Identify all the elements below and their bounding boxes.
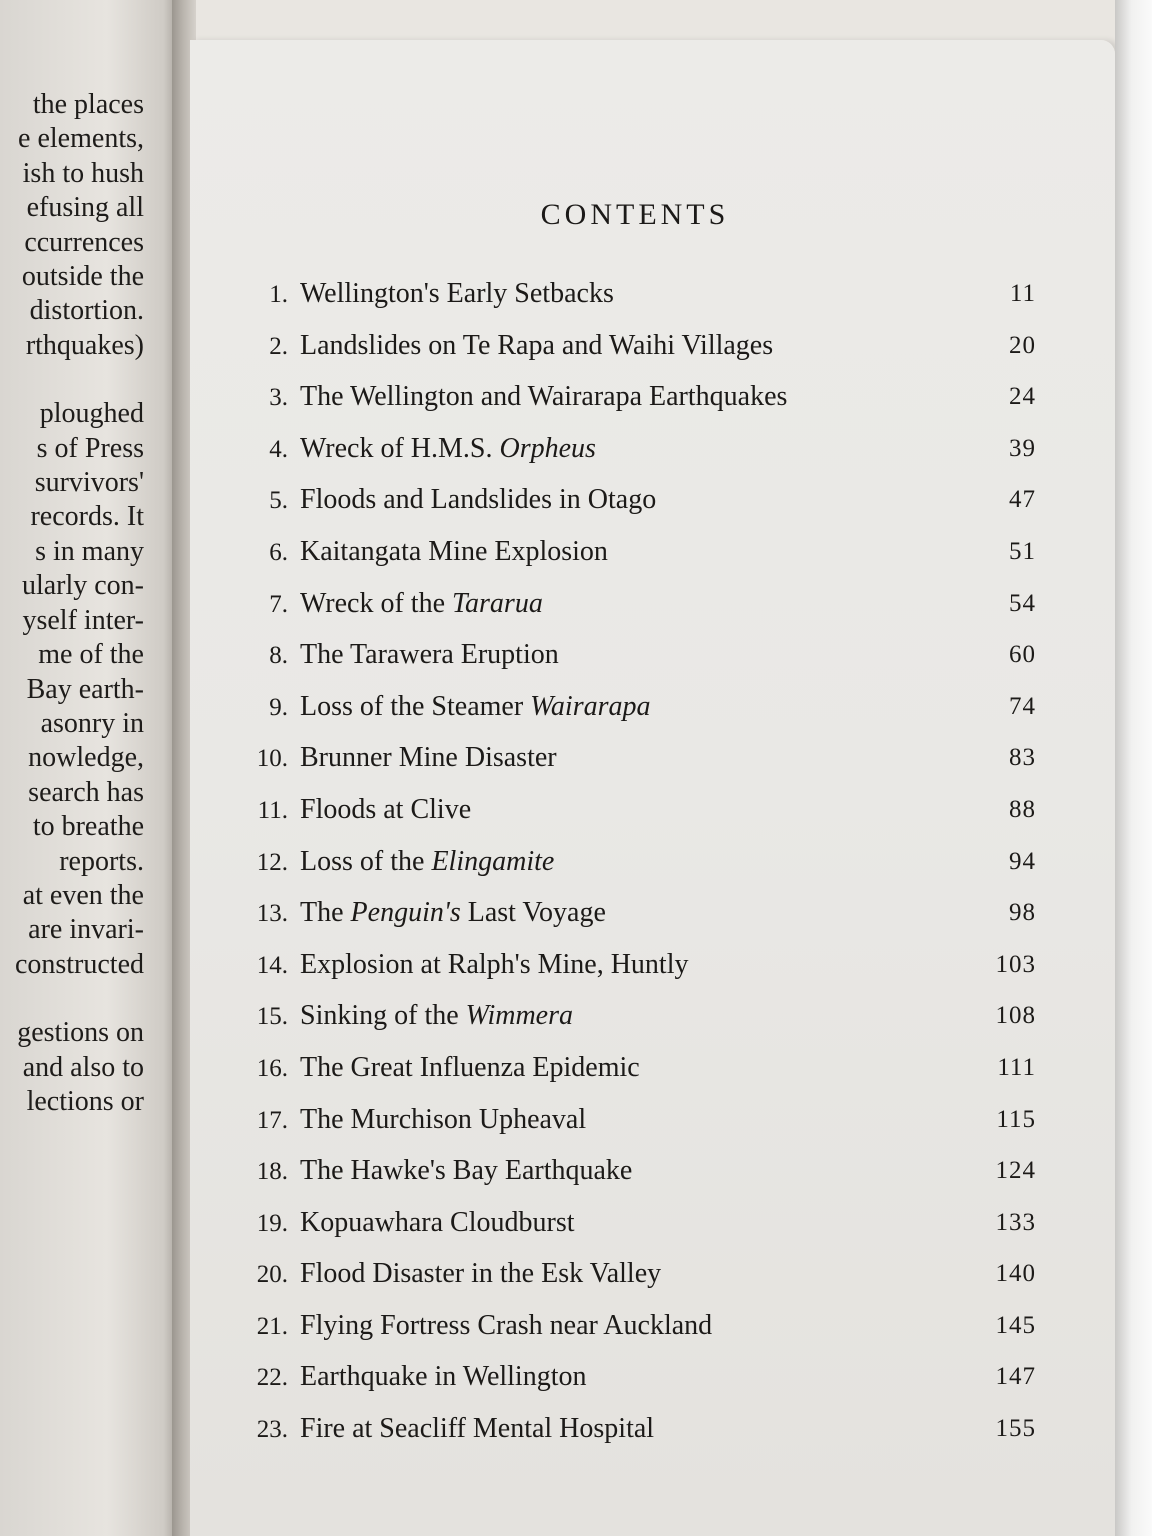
toc-entry-number: 6. <box>269 538 288 566</box>
toc-entry-page: 11 <box>1009 280 1036 307</box>
toc-entry-number: 21. <box>256 1312 288 1340</box>
toc-entry <box>246 784 1036 836</box>
toc-entry-number: 9. <box>269 693 288 721</box>
left-page-line: asonry in <box>40 707 144 739</box>
toc-entry-title <box>300 330 773 361</box>
toc-title-text: The Hawke's Bay Earthquake <box>300 1155 633 1187</box>
left-page-line: search has <box>28 776 144 808</box>
toc-entry-number: 14. <box>256 951 288 979</box>
toc-title-text: Fire at Seacliff Mental Hospital <box>300 1413 655 1445</box>
toc-title-text: Brunner Mine Disaster <box>300 742 557 774</box>
toc-entry-title <box>300 1207 575 1238</box>
toc-entry-page: 103 <box>995 950 1036 978</box>
toc-entry <box>246 681 1036 733</box>
paragraph-gap <box>15 982 144 1016</box>
left-page-line: me of the <box>38 639 144 671</box>
toc-entry-title <box>300 1000 573 1031</box>
toc-entry-number: 4. <box>269 435 288 463</box>
toc-entry-number: 5. <box>269 487 288 515</box>
toc-entry-title <box>300 1258 661 1289</box>
toc-title-italic: Wimmera <box>465 1000 573 1032</box>
toc-entry <box>246 990 1036 1042</box>
toc-title-text: Sinking of the <box>300 1000 466 1032</box>
toc-entry-title <box>300 1310 712 1341</box>
toc-entry-number: 23. <box>256 1416 288 1444</box>
toc-entry <box>246 1403 1036 1455</box>
toc-title-text: The Tarawera Eruption <box>300 639 559 671</box>
toc-entry-title <box>300 639 559 670</box>
left-page-line: s in many <box>35 535 144 567</box>
toc-title-text: Loss of the Steamer <box>300 690 531 722</box>
toc-title-text: Last Voyage <box>460 897 606 929</box>
toc-entry-page: 108 <box>995 1002 1036 1030</box>
left-page-line: the places <box>32 89 144 120</box>
toc-title-text: Kaitangata Mine Explosion <box>300 535 608 567</box>
toc-title-text: The Great Influenza Epidemic <box>300 1051 640 1083</box>
left-page-line: s of Press <box>36 432 144 464</box>
toc-entry-page: 88 <box>1009 795 1036 823</box>
left-page-line: constructed <box>14 948 144 980</box>
toc-entry <box>246 1042 1036 1094</box>
toc-entry <box>246 578 1036 630</box>
toc-entry <box>246 1197 1036 1249</box>
toc-entry-title <box>300 742 557 773</box>
toc-entry-title <box>300 691 651 722</box>
toc-title-text: Floods at Clive <box>300 793 472 825</box>
toc-title-text: The <box>300 897 351 929</box>
toc-entry-number: 15. <box>256 1003 288 1031</box>
right-page <box>190 40 1115 1536</box>
left-page-line: e elements, <box>18 123 144 155</box>
toc-entry-title <box>300 794 471 825</box>
toc-title-text: The Wellington and Wairarapa Earthquakes <box>300 381 788 413</box>
left-page-line: to breathe <box>32 811 144 843</box>
toc-entry <box>246 268 1036 320</box>
toc-entry-number: 7. <box>269 590 288 618</box>
toc-entry-page: 83 <box>1009 744 1036 772</box>
toc-entry-page: 133 <box>995 1208 1036 1236</box>
toc-entry-page: 47 <box>1009 486 1036 514</box>
toc-entry-page: 111 <box>997 1053 1036 1081</box>
toc-entry-number: 3. <box>269 384 288 412</box>
toc-entry-page: 74 <box>1009 692 1036 720</box>
toc-entry-page: 51 <box>1009 537 1036 565</box>
left-page-line: at even the <box>22 879 144 911</box>
toc-entry <box>246 629 1036 681</box>
toc-entry-title <box>300 381 787 412</box>
toc-entry <box>246 1145 1036 1197</box>
toc-title-italic: Wairarapa <box>530 690 651 722</box>
left-page-line: nowledge, <box>28 742 144 774</box>
toc-entry-title <box>300 897 606 928</box>
toc-entry-title <box>300 1104 586 1135</box>
toc-entry-title <box>300 949 688 980</box>
left-page-line: ccurrences <box>24 226 144 258</box>
left-page-line: rthquakes) <box>25 329 144 361</box>
toc-entry-title <box>300 1052 640 1083</box>
toc-title-italic: Penguin's <box>350 897 461 929</box>
toc-entry-number: 17. <box>256 1106 288 1134</box>
toc-entry <box>246 474 1036 526</box>
left-page-line: are invari- <box>28 914 144 946</box>
left-page-line: efusing all <box>26 192 144 224</box>
left-page-line: and also to <box>22 1051 144 1083</box>
toc-entry <box>246 887 1036 939</box>
toc-entry <box>246 423 1036 475</box>
toc-entry-number: 12. <box>256 848 288 876</box>
toc-entry-number: 11. <box>257 796 288 824</box>
toc-entry-title <box>300 536 608 567</box>
toc-title-text: Wreck of the <box>300 587 453 619</box>
contents-heading: CONTENTS <box>540 198 730 231</box>
toc-entry-page: 145 <box>995 1311 1036 1339</box>
left-page-line: gestions on <box>17 1017 144 1049</box>
toc-title-text: Loss of the <box>300 845 432 877</box>
toc-entry-number: 20. <box>256 1261 288 1289</box>
toc-entry-number: 13. <box>256 900 288 928</box>
toc-title-text: Landslides on Te Rapa and Waihi Villages <box>300 329 774 361</box>
left-page-line: lections or <box>26 1085 144 1117</box>
toc-title-text: Kopuawhara Cloudburst <box>300 1206 575 1238</box>
toc-entry-number: 16. <box>256 1054 288 1082</box>
left-page-line: ploughed <box>39 398 144 430</box>
toc-entry-title <box>300 1155 632 1186</box>
toc-entry <box>246 836 1036 888</box>
toc-title-italic: Orpheus <box>499 432 596 464</box>
toc-title-text: Floods and Landslides in Otago <box>300 484 657 516</box>
left-page-line: records. It <box>30 501 144 533</box>
toc-title-text: Earthquake in Wellington <box>300 1361 587 1393</box>
toc-entry-number: 10. <box>256 745 288 773</box>
toc-title-text: The Murchison Upheaval <box>300 1103 587 1135</box>
toc-entry-number: 2. <box>269 332 288 360</box>
toc-entry-page: 24 <box>1009 383 1036 411</box>
toc-title-text: Flying Fortress Crash near Auckland <box>300 1309 713 1341</box>
toc-entry <box>246 732 1036 784</box>
left-page-line: yself inter- <box>22 604 144 636</box>
toc-entry <box>246 371 1036 423</box>
toc-entry <box>246 1300 1036 1352</box>
left-page-line: reports. <box>59 845 144 877</box>
toc-entry-page: 94 <box>1009 847 1036 875</box>
toc-entry-number: 18. <box>256 1158 288 1186</box>
left-page-line: ish to hush <box>22 157 144 189</box>
toc-entry-title <box>300 484 656 515</box>
left-page-line: distortion. <box>29 295 144 327</box>
toc-entry-page: 54 <box>1009 589 1036 617</box>
toc-entry <box>246 939 1036 991</box>
toc-entry <box>246 1351 1036 1403</box>
toc-entry-page: 147 <box>995 1363 1036 1391</box>
toc-entry-page: 140 <box>995 1260 1036 1288</box>
toc-entry-title <box>300 846 554 877</box>
toc-entry-page: 20 <box>1009 331 1036 359</box>
toc-entry-title <box>300 1413 654 1444</box>
toc-entry-title <box>300 278 614 309</box>
toc-entry-number: 8. <box>269 642 288 670</box>
left-page-text <box>15 88 144 1119</box>
left-page-line: survivors' <box>34 467 144 499</box>
left-page-line: ularly con- <box>21 570 144 602</box>
toc-entry-page: 124 <box>995 1157 1036 1185</box>
toc-title-text: Flood Disaster in the Esk Valley <box>300 1258 662 1290</box>
toc-entry-number: 19. <box>256 1209 288 1237</box>
left-page-line: outside the <box>21 261 144 293</box>
left-page-line: Bay earth- <box>26 673 144 705</box>
toc-entry-page: 98 <box>1009 899 1036 927</box>
left-page <box>0 0 178 1536</box>
backdrop <box>1115 0 1152 1536</box>
paragraph-gap <box>15 363 144 397</box>
toc-title-text: Explosion at Ralph's Mine, Huntly <box>300 948 689 980</box>
toc-entry <box>246 320 1036 372</box>
toc-title-italic: Tararua <box>452 587 543 619</box>
toc-entry-title <box>300 433 596 464</box>
toc-entry-number: 22. <box>256 1364 288 1392</box>
toc-entry-page: 115 <box>996 1105 1036 1133</box>
toc-entry-page: 155 <box>995 1415 1036 1443</box>
toc-entry <box>246 1094 1036 1146</box>
toc-entry-number: 1. <box>269 281 288 308</box>
toc-title-text: Wreck of H.M.S. <box>300 432 500 464</box>
table-of-contents <box>246 268 1036 1455</box>
toc-entry <box>246 526 1036 578</box>
toc-entry-title <box>300 588 543 619</box>
toc-entry <box>246 1248 1036 1300</box>
toc-entry-page: 39 <box>1009 434 1036 462</box>
toc-title-italic: Elingamite <box>431 845 555 877</box>
toc-title-text: Wellington's Early Setbacks <box>300 278 614 309</box>
toc-entry-page: 60 <box>1009 641 1036 669</box>
toc-entry-title <box>300 1361 587 1392</box>
